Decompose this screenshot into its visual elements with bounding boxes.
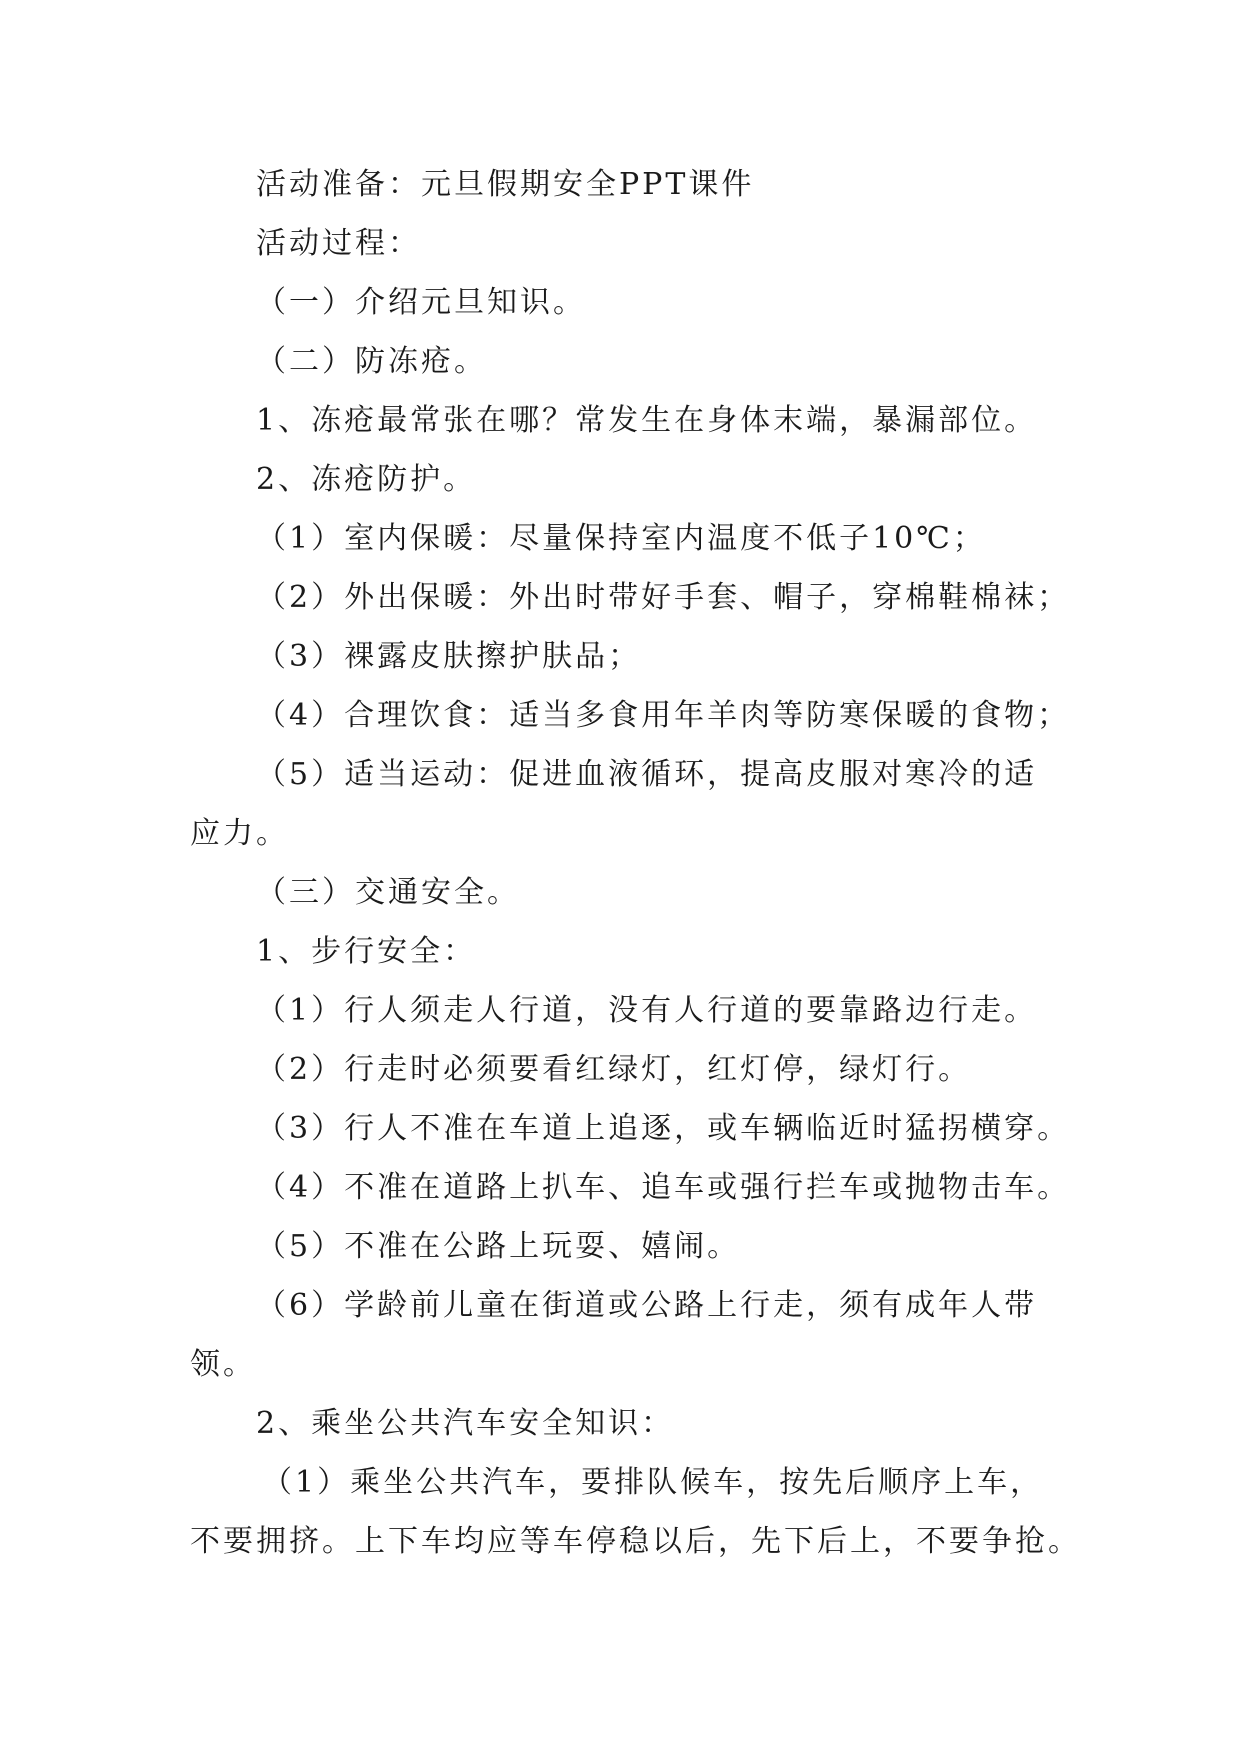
list-item: （3）行人不准在车道上追逐，或车辆临近时猛拐横穿。 — [256, 1111, 1071, 1146]
list-item: （4）不准在道路上扒车、追车或强行拦车或抛物击车。 — [256, 1170, 1071, 1205]
list-item: （1）行人须走人行道，没有人行道的要靠路边行走。 — [256, 993, 1038, 1028]
paragraph-line: 活动准备：元旦假期安全PPT课件 — [256, 167, 755, 202]
list-item: （2）行走时必须要看红绿灯，红灯停，绿灯行。 — [256, 1052, 972, 1087]
paragraph-line: 1、步行安全： — [256, 934, 477, 969]
paragraph-line: 1、冻疮最常张在哪？常发生在身体末端，暴漏部位。 — [256, 403, 1038, 438]
list-item: （5）适当运动：促进血液循环，提高皮服对寒冷的适 — [256, 757, 1038, 792]
paragraph-line: 2、乘坐公共汽车安全知识： — [256, 1406, 675, 1441]
list-item: （6）学龄前儿童在街道或公路上行走，须有成年人带 — [256, 1288, 1038, 1323]
list-item: （4）合理饮食：适当多食用年羊肉等防寒保暖的食物； — [256, 698, 1071, 733]
document-body — [190, 155, 1080, 1571]
list-item-continuation: 领。 — [190, 1347, 256, 1382]
paragraph-line: 2、冻疮防护。 — [256, 462, 477, 497]
section-heading: （三）交通安全。 — [256, 875, 520, 910]
section-heading: （二）防冻疮。 — [256, 344, 487, 379]
list-item: （3）裸露皮肤擦护肤品； — [256, 639, 642, 674]
paragraph-line: 活动过程： — [256, 226, 421, 261]
list-item: （1）乘坐公共汽车，要排队候车，按先后顺序上车， — [262, 1465, 1044, 1500]
list-item: （1）室内保暖：尽量保持室内温度不低子10℃； — [256, 521, 986, 556]
list-item: （2）外出保暖：外出时带好手套、帽子，穿棉鞋棉袜； — [256, 580, 1071, 615]
list-item-continuation: 应力。 — [190, 816, 289, 851]
list-item-continuation: 不要拥挤。上下车均应等车停稳以后，先下后上，不要争抢。 — [190, 1524, 1081, 1559]
section-heading: （一）介绍元旦知识。 — [256, 285, 586, 320]
list-item: （5）不准在公路上玩耍、嬉闹。 — [256, 1229, 741, 1264]
